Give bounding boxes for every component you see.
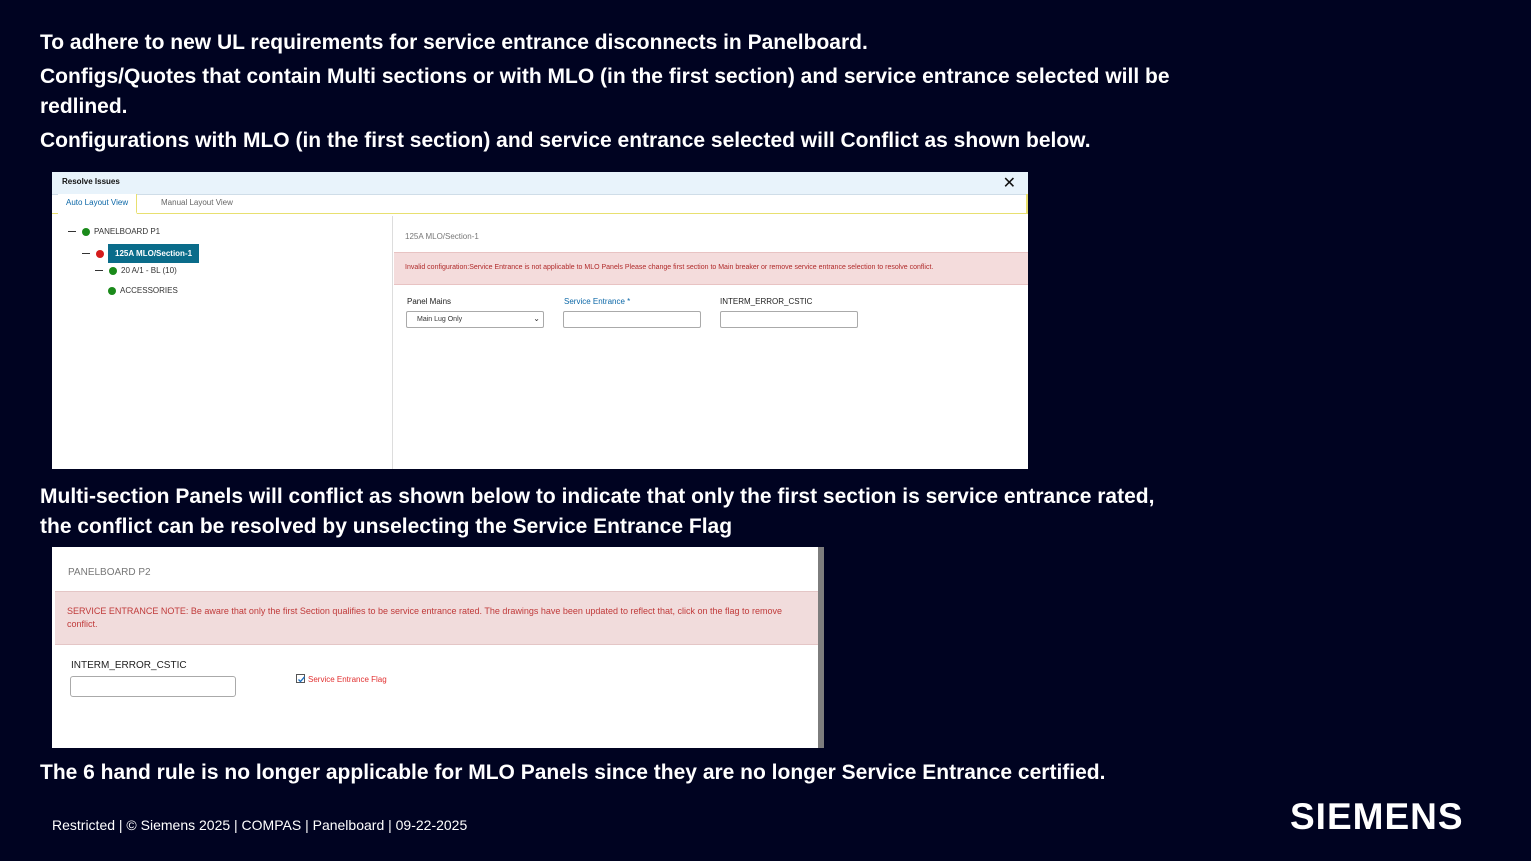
interm-error-input[interactable] — [720, 311, 858, 328]
tab-auto-layout-view[interactable]: Auto Layout View — [58, 194, 137, 214]
panelboard-p2-screenshot — [52, 547, 824, 748]
tree-node-section[interactable] — [82, 243, 199, 264]
resolve-issues-screenshot — [52, 172, 1028, 469]
status-green-icon — [109, 267, 117, 275]
scrollbar[interactable] — [818, 547, 824, 748]
service-entrance-label: Service Entrance * — [564, 297, 631, 306]
panel-mains-value: Main Lug Only — [417, 316, 463, 323]
conflict-paragraph: Configurations with MLO (in the first section) and service entrance selected will Conflict as shown below. — [40, 129, 1091, 152]
intro-paragraph: To adhere to new UL requirements for service entrance disconnects in Panelboard. — [40, 31, 868, 54]
footer-text: Restricted | © Siemens 2025 | COMPAS | Panelboard | 09-22-2025 — [52, 817, 468, 833]
service-entrance-input[interactable] — [563, 311, 701, 328]
tree-node-selected-label: 125A MLO/Section-1 — [108, 244, 199, 263]
chevron-down-icon: ⌄ — [533, 314, 540, 323]
dialog-title: Resolve Issues — [62, 177, 120, 186]
tree-node-accessories[interactable] — [108, 286, 178, 296]
section-title: 125A MLO/Section-1 — [405, 232, 479, 241]
tree-node-label: 20 A/1 - BL (10) — [121, 266, 177, 275]
panel-mains-select[interactable] — [406, 311, 544, 328]
service-entrance-flag-checkbox[interactable] — [296, 674, 305, 683]
panel-name: PANELBOARD P2 — [68, 567, 151, 578]
tab-manual-layout-view[interactable]: Manual Layout View — [161, 198, 233, 207]
config-tree — [52, 216, 393, 469]
status-red-icon — [96, 250, 104, 258]
siemens-logo: SIEMENS — [1290, 796, 1464, 837]
section-panel — [394, 216, 1028, 469]
conflict-alert — [394, 252, 1028, 285]
tree-node-panelboard[interactable] — [68, 227, 160, 237]
panel-mains-label: Panel Mains — [407, 297, 452, 306]
tree-node-label: ACCESSORIES — [120, 286, 178, 295]
service-entrance-flag-label[interactable]: Service Entrance Flag — [308, 675, 387, 684]
interm-error-label: INTERM_ERROR_CSTIC — [720, 297, 813, 306]
service-entrance-note-text: SERVICE ENTRANCE NOTE: Be aware that only the first Section qualifies to be service entrance rated. The drawings have been updated to reflect that, click on the flag to remove conflict. — [67, 606, 783, 629]
conflict-alert-text: Invalid configuration:Service Entrance is not applicable to MLO Panels Please change first section to Main breaker or remove service entrance selection to resolve conflict. — [405, 264, 934, 271]
close-icon[interactable]: ✕ — [1002, 175, 1016, 192]
collapse-icon[interactable] — [82, 253, 90, 254]
status-green-icon — [82, 228, 90, 236]
status-green-icon — [108, 287, 116, 295]
interm-error-label: INTERM_ERROR_CSTIC — [71, 660, 187, 671]
six-hand-rule-paragraph: The 6 hand rule is no longer applicable for MLO Panels since they are no longer Service Entrance certified. — [40, 761, 1106, 784]
collapse-icon[interactable] — [68, 231, 76, 232]
collapse-icon[interactable] — [95, 270, 103, 271]
dialog-titlebar — [52, 172, 1028, 195]
tree-node-breaker[interactable] — [95, 266, 177, 276]
interm-error-input[interactable] — [70, 676, 236, 697]
checkmark-icon — [297, 675, 306, 684]
multi-section-paragraph: Multi-section Panels will conflict as shown below to indicate that only the first section is service entrance rated, the conflict can be resolved by unselecting the Service Entrance Flag — [40, 485, 1155, 538]
view-tabs — [52, 194, 1028, 214]
tree-node-label: PANELBOARD P1 — [94, 227, 161, 236]
redline-paragraph: Configs/Quotes that contain Multi sections or with MLO (in the first section) and service entrance selected will be redlined. — [40, 65, 1170, 118]
service-entrance-note — [55, 591, 818, 645]
